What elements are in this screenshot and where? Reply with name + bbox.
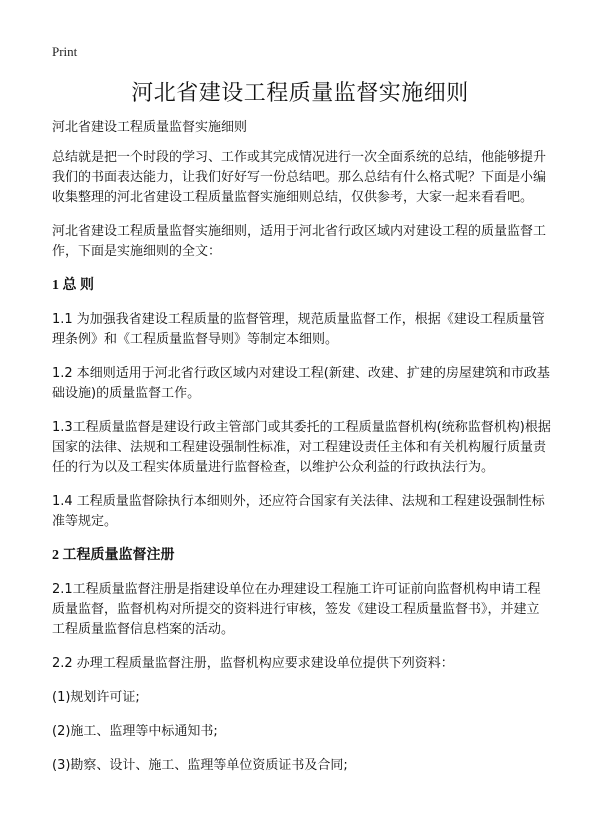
intro-paragraph: 河北省建设工程质量监督实施细则，适用于河北省行政区域内对建设工程的质量监督工作，下面是实施细则的全文： [52, 224, 547, 259]
document-subtitle: 河北省建设工程质量监督实施细则 [52, 120, 248, 135]
clause-2-1: 2.1工程质量监督注册是指建设单位在办理建设工程施工许可证前向监督机构申请工程质量监督，监督机构对所提交的资料进行审核，签发《建设工程质量监督书》，并建立工程质量监督信息档案的活动。 [52, 582, 541, 637]
clause-1-2: 1.2 本细则适用于河北省行政区域内对建设工程(新建、改建、扩建的房屋建筑和市政基础设施)的质量监督工作。 [52, 366, 550, 401]
document-title: 河北省建设工程质量监督实施细则 [131, 81, 469, 106]
clause-1-1: 1.1 为加强我省建设工程质量的监督管理，规范质量监督工作，根据《建设工程质量管理条例》和《工程质量监督导则》等制定本细则。 [52, 312, 545, 347]
clause-2-2: 2.2 办理工程质量监督注册，监督机构应要求建设单位提供下列资料： [52, 656, 454, 671]
section-heading-general: 1 总 则 [52, 278, 94, 293]
intro-paragraph: 总结就是把一个时段的学习、工作或其完成情况进行一次全面系统的总结，他能够提升我们的书面表达能力，让我们好好写一份总结吧。那么总结有什么格式呢？下面是小编收集整理的河北省建设工程质量监督实施细则总结，仅供参考，大家一起来看看吧。 [52, 150, 547, 205]
list-item: (3)勘察、设计、施工、监理等单位资质证书及合同; [52, 758, 348, 773]
list-item: (2)施工、监理等中标通知书; [52, 724, 218, 739]
clause-1-3: 1.3工程质量监督是建设行政主管部门或其委托的工程质量监督机构(统称监督机构)根据国家的法律、法规和工程建设强制性标准，对工程建设责任主体和有关机构履行质量责任的行为以及工程实体质量进行监督检查，以维护公众利益的行政执法行为。 [52, 420, 551, 475]
print-label: Print [52, 44, 78, 59]
section-heading-registration: 2 工程质量监督注册 [52, 548, 175, 563]
document-body [52, 118, 552, 790]
list-item: (1)规划许可证; [52, 690, 140, 705]
clause-1-4: 1.4 工程质量监督除执行本细则外，还应符合国家有关法律、法规和工程建设强制性标准等规定。 [52, 494, 545, 529]
